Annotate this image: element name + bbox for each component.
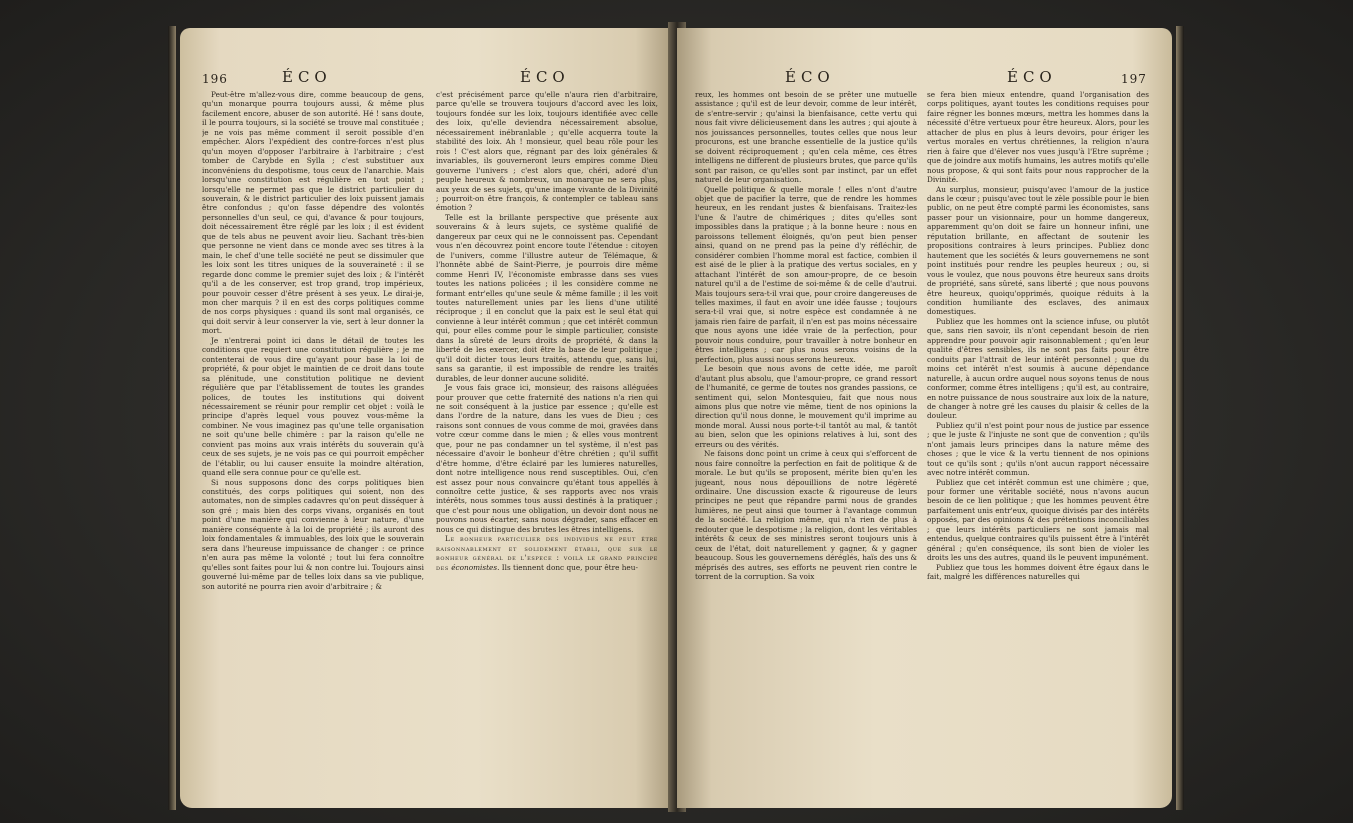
paragraph bbox=[436, 534, 658, 572]
running-header-left-1: ÉCO bbox=[282, 68, 332, 86]
paragraph: Publiez que les hommes ont la science infuse, ou plutôt que, sans rien savoir, ils n'ont cependant besoin de rien apprendre pour pouvoir agir raisonnablement ; qu'en leur qualité d'êtres sensibles, ils ne sont pas faits pour être conduits par l'attrait de leur intérêt personnel ; que du moins cet intérêt n'est soumis à aucune dépendance naturelle, à aucun ordre auquel nous soyons tenus de nous conformer, comme êtres intelligens ; qu'il est, au contraire, en notre puissance de nous soustraire aux loix de la nature, de changer à notre gré les causes du plaisir & celles de la douleur. bbox=[927, 316, 1149, 421]
page-number-left: 196 bbox=[202, 72, 228, 86]
small-caps-maxim: Le bonheur particulier des individus ne peut être raisonnablement et solidement établi, que sur le bonheur général de l'espece : voilà le grand principe des bbox=[436, 534, 658, 572]
running-header-right-1: ÉCO bbox=[785, 68, 835, 86]
right-page-column-2 bbox=[927, 90, 1149, 798]
running-header-right-2: ÉCO bbox=[1007, 68, 1057, 86]
paragraph: Telle est la brillante perspective que présente aux souverains & à leurs sujets, ce système qualifié de dangereux par ceux qui ne le connoissent pas. Cependant vous n'en découvrez point encore toute l'étendue : citoyen de l'univers, comme l'illustre auteur de Télémaque, & l'honnête abbé de Saint-Pierre, je pourrois dire même comme Henri IV, l'économiste embrasse dans ses vues toutes les nations policées ; il les considère comme ne formant entr'elles qu'une seule & même famille ; il les voit toutes naturellement unies par les liens d'une utilité réciproque ; il en conclut que la paix est le seul état qui convienne à leur intérêt commun ; que cet intérêt commun qui, pour elles comme pour le simple particulier, consiste dans la sûreté de leurs droits de propriété, & dans la liberté de les exercer, doit être la base de leur politique ; qu'il doit dicter tous leurs traités, attendu que, sans lui, sans sa garantie, il est impossible de rendre les traités durables, de leur donner aucune solidité. bbox=[436, 212, 658, 383]
left-page-edge bbox=[168, 26, 176, 810]
right-page-column-1 bbox=[695, 90, 917, 798]
paragraph: c'est précisément parce qu'elle n'aura rien d'arbitraire, parce qu'elle se trouvera toujours d'accord avec les loix, toujours fondée sur les loix, toujours identifiée avec celle des loix, qu'elle deviendra nécessairement absolue, nécessairement inébranlable ; qu'elle acquerra toute la stabilité des loix. Ah ! monsieur, quel beau rôle pour les rois ! C'est alors que, régnant par des loix générales & invariables, ils gouverneront leurs empires comme Dieu gouverne l'univers ; c'est alors que, chéri, adoré d'un peuple heureux & nombreux, un monarque ne sera plus, aux yeux de ses sujets, qu'une image vivante de la Divinité ; pourroit-on être françois, & contempler ce tableau sans émotion ? bbox=[436, 90, 658, 213]
paragraph-tail: . Ils tiennent donc que, pour être heu- bbox=[497, 562, 638, 572]
right-page bbox=[677, 28, 1172, 808]
paragraph: Quelle politique & quelle morale ! elles n'ont d'autre objet que de pacifier la terre, que de rendre les hommes heureux, en les rendant justes & bienfaisans. Traitez-les l'une & l'autre de chimériques ; dites qu'elles sont impossibles dans la pratique ; à la bonne heure : nous en paroissons tellement éloignés, qu'on peut bien penser ainsi, quand on ne prend pas la peine d'y réfléchir, de considérer combien l'homme moral est factice, combien il est aisé de le plier à la pratique des vertus sociales, en y attachant l'intérêt de son amour-propre, de ce besoin naturel qu'il a de l'estime de soi-même & de celle d'autrui. Mais toujours sera-t-il vrai que, pour croire dangereuses de telles maximes, il faut en avoir une idée fausse ; toujours sera-t-il vrai que, si notre espèce est condamnée à ne jamais rien faire de parfait, il n'en est pas moins nécessaire que nous ayons une idée vraie de la perfection, pour pouvoir nous conduire, pour travailler à notre bonheur en êtres intelligens ; car plus nous serons voisins de la perfection, plus aussi nous serons heureux. bbox=[695, 184, 917, 364]
page-number-right: 197 bbox=[1121, 72, 1147, 86]
left-page-column-2 bbox=[436, 90, 658, 798]
paragraph: Peut-être m'allez-vous dire, comme beaucoup de gens, qu'un monarque pourra toujours aussi, & même plus facilement encore, abuser de son autorité. Hé ! sans doute, il le pourra toujours, si la société se trouve mal constituée ; je ne vois pas même comment il seroit possible d'en empêcher. Alors l'expédient des contre-forces n'est plus qu'un moyen d'opposer l'arbitraire à l'arbitraire ; c'est tomber de Carybde en Sylla ; c'est substituer aux inconvéniens du despotisme, tous ceux de l'anarchie. Mais lorsqu'une constitution est régulière en tout point ; lorsqu'elle ne permet pas que le district particulier du souverain, & le district particulier des loix puissent jamais être confondus ; qu'on fasse dépendre des volontés personnelles d'un seul, ce qui, d'avance & pour toujours, doit nécessairement être réglé par les loix ; il est évident que de tels abus ne peuvent avoir lieu. Sachant très-bien que personne ne vient dans ce monde avec ses titres à la main, le chef d'une telle société ne peut se dissimuler que les loix sont les titres uniques de la souveraineté : il se regarde donc comme le premier sujet des loix ; & l'intérêt qu'il a de les conserver, est trop grand, trop impérieux, pour pouvoir cesser d'être présent à ses yeux. Le dirai-je, mon cher marquis ? il en est des corps politiques comme de nos corps physiques : quand ils sont mal organisés, ce qui doit servir à leur conserver la vie, sert à leur donner la mort. bbox=[202, 90, 424, 336]
paragraph: Publiez que cet intérêt commun est une chimère ; que, pour former une véritable société, nous n'avons aucun besoin de ce lien politique ; que les hommes peuvent être parfaitement unis entr'eux, quoique divisés par des intérêts opposés, par des opinions & des prétentions inconciliables ; que leurs intérêts particuliers ne sont jamais mal entendus, quelque contraires qu'ils puissent être à l'intérêt général ; qu'en conséquence, ils sont bien de violer les droits les uns des autres, quand ils le peuvent impunément. bbox=[927, 477, 1149, 563]
left-page bbox=[180, 28, 675, 808]
left-page-column-1 bbox=[202, 90, 424, 798]
paragraph: se fera bien mieux entendre, quand l'organisation des corps politiques, ayant toutes les conditions requises pour faire régner les bonnes mœurs, mettra les hommes dans la nécessité d'être vertueux pour être heureux. Alors, pour les attacher de plus en plus à leurs devoirs, pour ériger les vertus morales en vertus chrétiennes, la religion n'aura rien à faire que d'élever nos vues jusqu'à l'Etre suprême ; que de joindre aux motifs humains, les autres motifs qu'elle nous propose, & qui sont faits pour nous rapprocher de la Divinité. bbox=[927, 90, 1149, 185]
paragraph: Le besoin que nous avons de cette idée, me paroît d'autant plus absolu, que l'amour-propre, ce grand ressort de l'humanité, ce germe de toutes nos grandes passions, ce sentiment qui, selon Montesquieu, fait que nous nous aimons plus que notre vie même, tient de nos opinions la direction qu'il nous donne, le mouvement qu'il imprime au monde moral. Aussi nous porte-t-il tantôt au mal, & tantôt au bien, selon que les opinions relatives à lui, sont des erreurs ou des vérités. bbox=[695, 364, 917, 449]
paragraph: Publiez qu'il n'est point pour nous de justice par essence ; que le juste & l'injuste ne sont que de convention ; qu'ils n'ont jamais leurs principes dans la nature même des choses ; que le vice & la vertu tiennent de nos opinions tout ce qu'ils sont ; qu'ils n'ont aucun rapport nécessaire avec notre intérêt commun. bbox=[927, 420, 1149, 478]
emphasis: économistes bbox=[451, 562, 498, 572]
paragraph: Publiez que tous les hommes doivent être égaux dans le fait, malgré les différences naturelles qui bbox=[927, 562, 1149, 582]
paragraph: reux, les hommes ont besoin de se prêter une mutuelle assistance ; qu'il est de leur devoir, comme de leur intérêt, de s'entre-servir ; qu'ainsi la bienfaisance, cette vertu qui nous fait vivre délicieusement dans les autres ; qui ajoute à nos jouissances personnelles, toutes celles que nous leur procurons, est une branche essentielle de la justice qu'ils se doivent réciproquement ; qu'en cela même, ces êtres intelligens ne different de plusieurs brutes, que parce qu'ils sont par raison, ce qu'elles sont par instinct, par un effet naturel de leur organisation. bbox=[695, 90, 917, 185]
paragraph: Si nous supposons donc des corps politiques bien constitués, des corps politiques qui soient, non des automates, non de simples cadavres qu'on peut disséquer à son gré ; mais bien des corps vivans, organisés en tout point d'une manière qui convienne à leur nature, d'une manière conséquente à la loi de propriété ; ils auront des loix fondamentales & immuables, des loix que le souverain sera dans l'heureuse impuissance de changer : ce prince n'en aura pas même la volonté ; tout lui fera connoître qu'elles sont faites pour lui & non contre lui. Toujours ainsi gouverné lui-même par de telles loix dans sa vie publique, son autorité ne pourra rien avoir d'arbitraire ; & bbox=[202, 477, 424, 591]
running-header-left-2: ÉCO bbox=[520, 68, 570, 86]
paragraph: Ne faisons donc point un crime à ceux qui s'efforcent de nous faire connoître la perfection en fait de politique & de morale. Le but qu'ils se proposent, mérite bien qu'en les jugeant, nous nous dépouillions de notre légèreté ordinaire. Une discussion exacte & rigoureuse de leurs principes ne peut que répandre parmi nous de grandes lumières, ne peut ainsi que tourner à l'avantage commun de la société. La religion même, qui n'a rien de plus à redouter que le despotisme ; la religion, dont les véritables intérêts & ceux de ses ministres seront toujours unis à ceux de l'état, doit naturellement y gagner, & y gagner beaucoup. Sous les gouvernemens déréglés, haïs des uns & méprisés des autres, ses efforts ne peuvent rien contre le torrent de la corruption. Sa voix bbox=[695, 449, 917, 582]
paragraph: Au surplus, monsieur, puisqu'avec l'amour de la justice dans le cœur ; puisqu'avec tout le zèle possible pour le bien public, on ne peut être compté parmi les économistes, sans passer pour un visionnaire, pour un homme dangereux, apparemment qu'on doit se faire un honneur infini, une réputation brillante, en affectant de soutenir les propositions contraires à leurs principes. Publiez donc hautement que les sociétés & leurs gouvernemens ne sont point institués pour rendre les peuples heureux ; ou, si vous le voulez, que nous pouvons être heureux sans droits de propriété, sans sûreté, sans liberté ; que nous pouvons être heureux, quoiqu'opprimés, quoique réduits à la condition humiliante des esclaves, des animaux domestiques. bbox=[927, 184, 1149, 317]
right-page-edge bbox=[1176, 26, 1184, 810]
paragraph: Je n'entrerai point ici dans le détail de toutes les conditions que requiert une constitution régulière ; je me contenterai de vous dire qu'ayant pour base la loi de propriété, & pour objet le maintien de ce droit dans toute sa plénitude, une constitution politique ne devient régulière que par l'établissement de toutes les grandes polices, de toutes les institutions qui doivent nécessairement se réunir pour remplir cet objet : voilà le principe d'après lequel vous pouvez vous-même la combiner. Ne vous imaginez pas qu'une telle organisation ne soit qu'une belle chimère : par la raison qu'elle ne convient pas moins aux vrais intérêts du souverain qu'à ceux de ses sujets, je ne vois pas ce qui pourroit empêcher de l'établir, ou lui causer ensuite la moindre altération, quand elle sera connue pour ce qu'elle est. bbox=[202, 335, 424, 478]
paragraph: Je vous fais grace ici, monsieur, des raisons alléguées pour prouver que cette fraternité des nations n'a rien qui ne soit conséquent à la justice par essence ; qu'elle est dans l'ordre de la nature, dans les vues de Dieu ; ces raisons sont connues de vous comme de moi, gravées dans votre cœur comme dans le mien ; & elles vous montrent que, pour ne pas condamner un tel système, il n'est pas nécessaire d'avoir le bonheur d'être chrétien ; qu'il suffit d'être homme, d'être éclairé par les lumieres naturelles, dont notre intelligence nous rend susceptibles. Oui, c'en est assez pour nous convaincre qu'étant tous appellés à connoître cette justice, & ses rapports avec nos vrais intérêts, nous sommes tous aussi destinés à la pratiquer ; que c'est pour nous une obligation, un devoir dont nous ne pouvons nous écarter, sans nous dégrader, sans effacer en nous ce qui distingue des brutes les êtres intelligens. bbox=[436, 383, 658, 534]
